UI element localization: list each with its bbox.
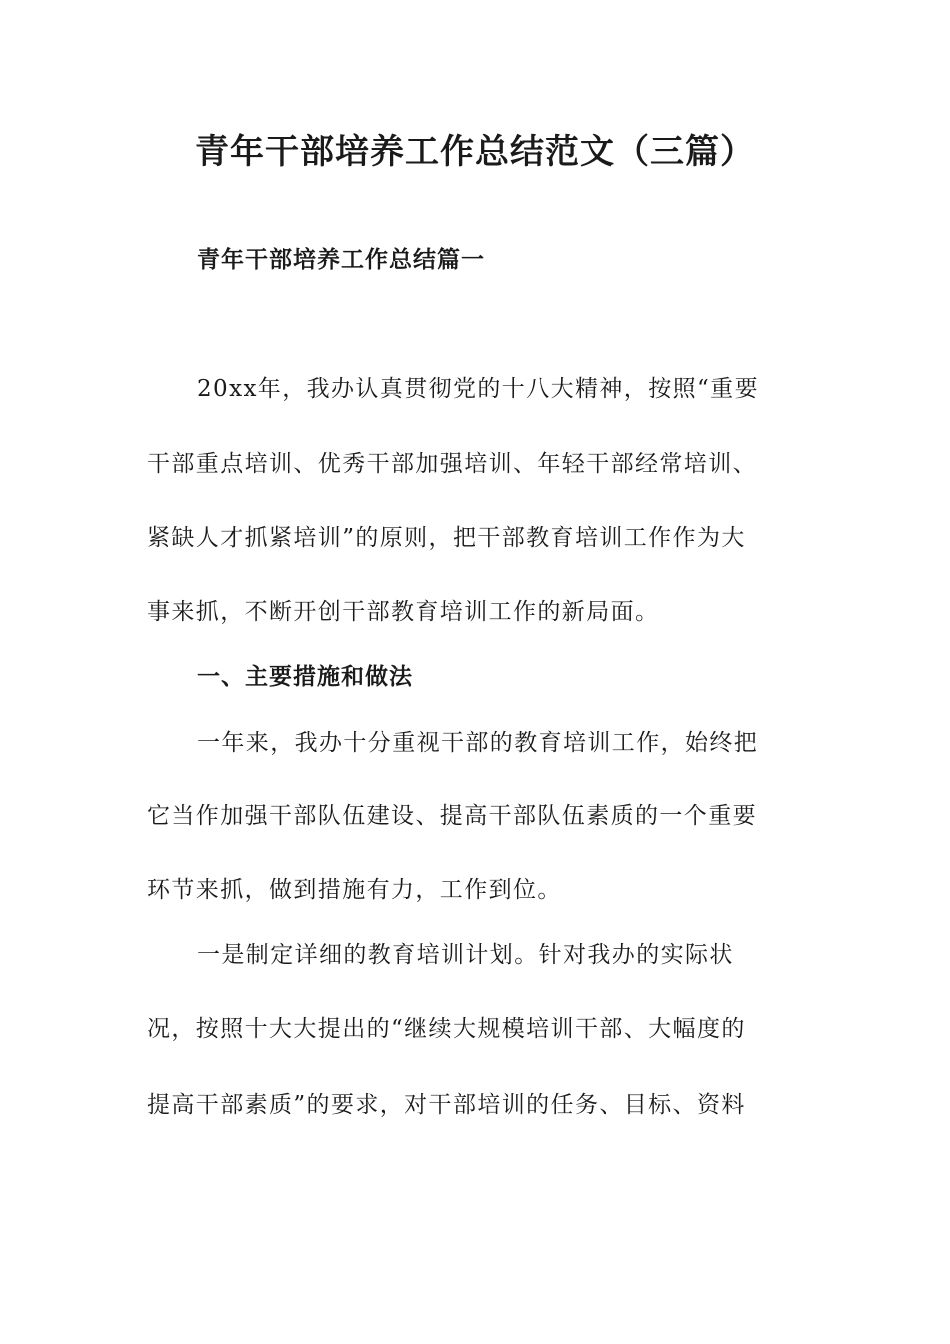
paragraph-3-line-3: 提高干部素质”的要求，对干部培训的任务、目标、资料 — [147, 1092, 746, 1118]
paragraph-3-line-1: 一是制定详细的教育培训计划。针对我办的实际状 — [197, 942, 734, 968]
subheading-main-measures: 一、主要措施和做法 — [197, 664, 413, 690]
paragraph-1-line-3: 紧缺人才抓紧培训”的原则，把干部教育培训工作作为大 — [147, 525, 746, 551]
section-heading: 青年干部培养工作总结篇一 — [197, 247, 485, 273]
paragraph-1-line-1: 20xx年，我办认真贯彻党的十八大精神，按照“重要 — [197, 376, 759, 402]
paragraph-1-line-2: 干部重点培训、优秀干部加强培训、年轻干部经常培训、 — [147, 451, 757, 477]
paragraph-1-line-4: 事来抓，不断开创干部教育培训工作的新局面。 — [147, 599, 660, 625]
paragraph-2-line-2: 它当作加强干部队伍建设、提高干部队伍素质的一个重要 — [147, 803, 757, 829]
paragraph-2-line-3: 环节来抓，做到措施有力，工作到位。 — [147, 877, 562, 903]
paragraph-3-line-2: 况，按照十大大提出的“继续大规模培训干部、大幅度的 — [147, 1016, 746, 1042]
paragraph-2-line-1: 一年来，我办十分重视干部的教育培训工作，始终把 — [197, 730, 759, 756]
document-title: 青年干部培养工作总结范文（三篇） — [195, 132, 755, 172]
